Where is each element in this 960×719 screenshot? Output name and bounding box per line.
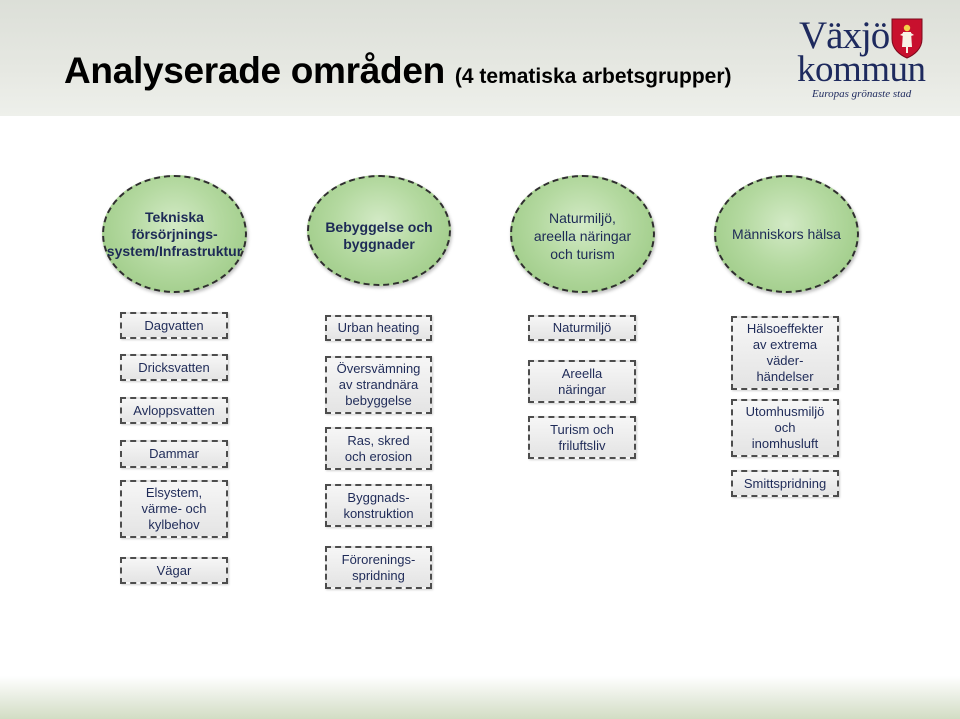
topic-label: Dricksvatten — [138, 359, 210, 375]
footer-band — [0, 676, 960, 719]
topic-label: Areella näringar — [558, 365, 606, 397]
title-main: Analyserade områden — [64, 50, 445, 91]
topic-box-dricksvatten — [120, 354, 228, 381]
topic-label: Byggnads- konstruktion — [343, 489, 414, 521]
topic-label: Turism och friluftsliv — [550, 421, 614, 453]
topic-box-naturmiljo — [528, 315, 636, 341]
group-ellipse-infrastruktur — [102, 175, 247, 293]
logo-name-line2: kommun — [797, 49, 926, 90]
group-heading: Människors hälsa — [732, 226, 841, 242]
topic-box-byggnadskonstruktion — [325, 484, 432, 527]
group-heading: Bebyggelse och byggnader — [325, 218, 433, 252]
logo-tagline: Europas grönaste stad — [812, 88, 912, 100]
topic-label: Avloppsvatten — [133, 402, 215, 418]
topic-label: Översvämning av strandnära bebyggelse — [336, 361, 421, 408]
topic-label: Naturmiljö — [552, 320, 612, 335]
topic-label: Dagvatten — [144, 317, 204, 333]
group-heading: Naturmiljö, areella näringar och turism — [533, 210, 632, 262]
topic-box-dammar — [120, 440, 228, 468]
topic-label: Hälsoeffekter av extrema väder- händelser — [746, 321, 824, 384]
topic-label: Elsystem, värme- och kylbehov — [141, 485, 207, 532]
slide-title — [64, 50, 732, 92]
topic-label: Smittspridning — [743, 475, 827, 491]
topic-label: Dammar — [149, 446, 199, 461]
topic-box-vagar — [120, 557, 228, 584]
topic-label: Ras, skred och erosion — [344, 432, 413, 464]
group-ellipse-halsa — [714, 175, 859, 293]
topic-label: Urban heating — [337, 320, 420, 335]
topic-box-oversvamning — [325, 356, 432, 414]
topic-box-ras-skred — [325, 427, 432, 470]
topic-box-dagvatten — [120, 312, 228, 339]
topic-box-fororeningsspridning — [325, 546, 432, 589]
topic-label: Vägar — [156, 562, 192, 578]
topic-box-turism — [528, 416, 636, 459]
topic-box-halsoeffekter — [731, 316, 839, 390]
group-heading: Tekniska försörjnings- system/Infrastruktur — [106, 208, 243, 259]
logo-name-line1: Växjö — [799, 14, 890, 57]
topic-box-utomhusmiljo — [731, 399, 839, 457]
topic-box-avloppsvatten — [120, 397, 228, 424]
topic-box-smittspridning — [731, 470, 839, 497]
title-subtitle: (4 tematiska arbetsgrupper) — [454, 65, 732, 88]
topic-box-urban-heating — [325, 315, 432, 341]
group-ellipse-bebyggelse — [307, 175, 451, 286]
group-ellipse-naturmiljo — [510, 175, 655, 293]
topic-label: Förorenings- spridning — [341, 551, 416, 583]
topic-box-areella-naringar — [528, 360, 636, 403]
topic-label: Utomhusmiljö och inomhusluft — [745, 404, 825, 451]
topic-box-elsystem — [120, 480, 228, 538]
